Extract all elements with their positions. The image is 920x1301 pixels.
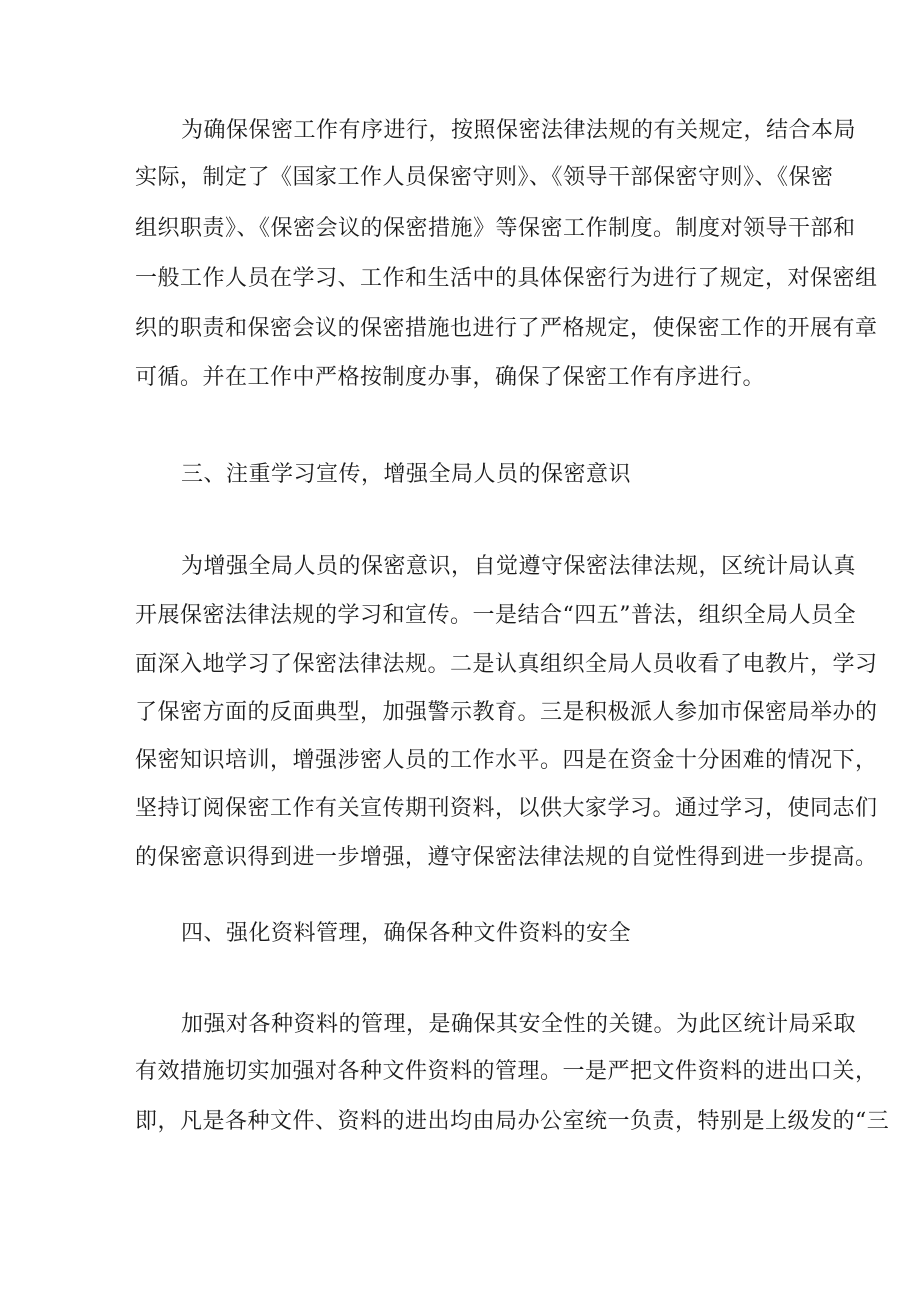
paragraph-line: 实际，制定了《国家工作人员保密守则》、《领导干部保密守则》、《保密	[135, 165, 834, 190]
paragraph-line: 有效措施切实加强对各种文件资料的管理。一是严把文件资料的进出口关，	[135, 1059, 878, 1084]
paragraph-line: 加强对各种资料的管理，是确保其安全性的关键。为此区统计局采取	[181, 1012, 857, 1037]
paragraph-line: 织的职责和保密会议的保密措施也进行了严格规定，使保密工作的开展有章	[135, 316, 878, 341]
paragraph-line: 坚持订阅保密工作有关宣传期刊资料，以供大家学习。通过学习，使同志们	[135, 796, 878, 821]
section-heading-4: 四、强化资料管理，确保各种文件资料的安全	[181, 921, 632, 946]
paragraph-line: 组织职责》、《保密会议的保密措施》等保密工作制度。制度对领导干部和	[135, 216, 856, 241]
paragraph-line: 面深入地学习了保密法律法规。二是认真组织全局人员收看了电教片，学习	[135, 652, 878, 677]
section-heading-3: 三、注重学习宣传，增强全局人员的保密意识	[181, 462, 632, 487]
paragraph-line: 为确保保密工作有序进行，按照保密法律法规的有关规定，结合本局	[181, 118, 857, 143]
paragraph-line: 开展保密法律法规的学习和宣传。一是结合“四五”普法，组织全局人员全	[135, 603, 856, 628]
paragraph-line: 为增强全局人员的保密意识，自觉遵守保密法律法规，区统计局认真	[181, 554, 857, 579]
paragraph-line: 保密知识培训，增强涉密人员的工作水平。四是在资金十分困难的情况下，	[135, 748, 878, 773]
paragraph-line: 即，凡是各种文件、资料的进出均由局办公室统一负责，特别是上级发的“三	[135, 1109, 890, 1134]
paragraph-line: 的保密意识得到进一步增强，遵守保密法律法规的自觉性得到进一步提高。	[135, 845, 878, 870]
paragraph-line: 了保密方面的反面典型，加强警示教育。三是积极派人参加市保密局举办的	[135, 700, 878, 725]
paragraph-line: 可循。并在工作中严格按制度办事，确保了保密工作有序进行。	[135, 365, 766, 390]
paragraph-line: 一般工作人员在学习、工作和生活中的具体保密行为进行了规定，对保密组	[135, 266, 878, 291]
